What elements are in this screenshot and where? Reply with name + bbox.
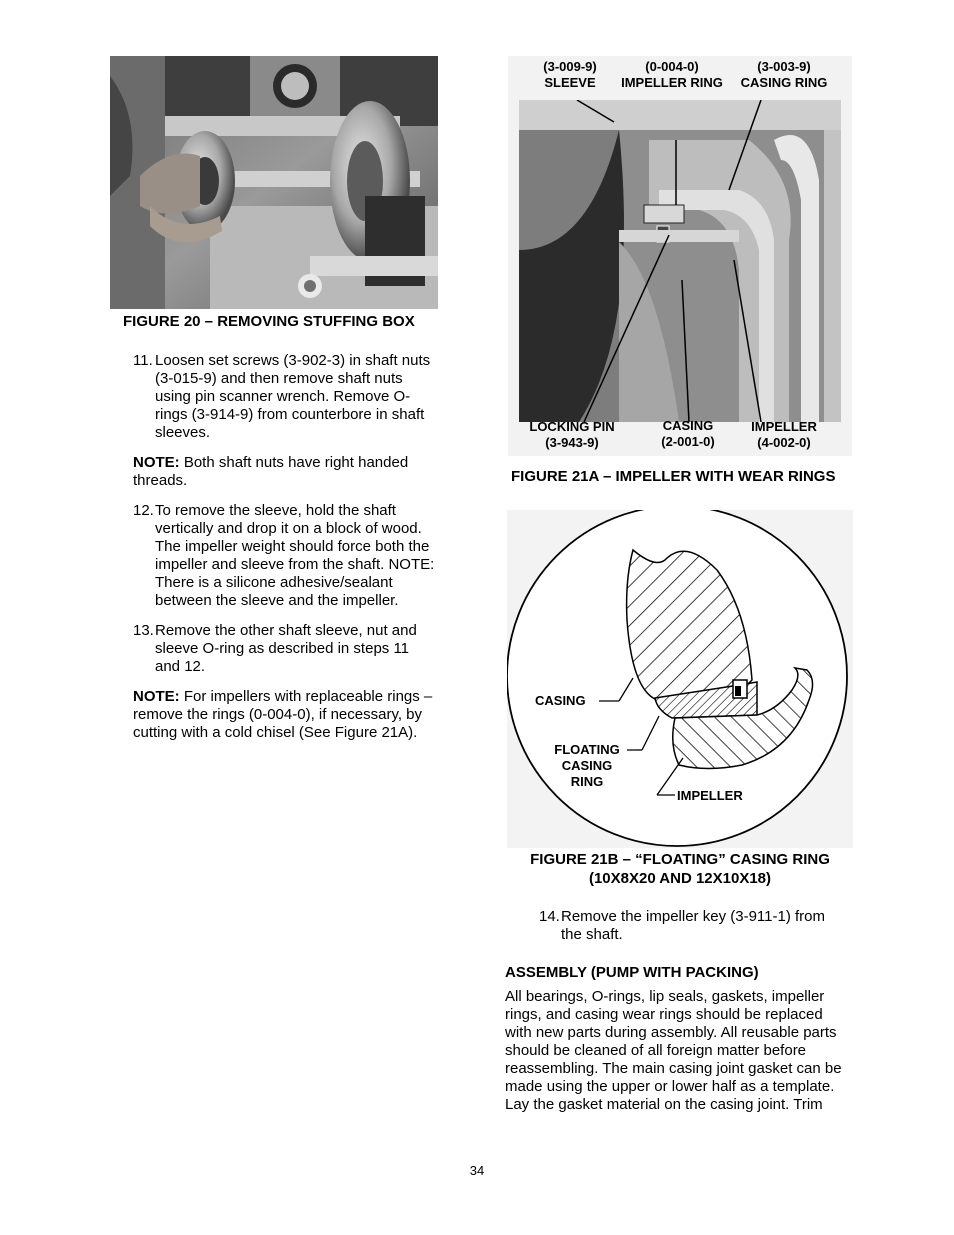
- step-number: 14.: [539, 908, 560, 925]
- step-number: 12.: [133, 502, 154, 519]
- page-number: 34: [469, 1163, 485, 1178]
- step-line: impeller and sleeve from the shaft. NOTE:: [155, 556, 435, 573]
- paragraph-line: made using the upper or lower half as a template.: [505, 1078, 835, 1095]
- step-line: sleeve O-ring as described in steps 11: [155, 640, 410, 657]
- step-line: and 12.: [155, 658, 206, 675]
- paragraph-line: Lay the gasket material on the casing joint. Trim: [505, 1096, 823, 1113]
- note-text: cutting with a cold chisel (See Figure 21A).: [133, 724, 418, 741]
- figure-21b: [507, 510, 853, 848]
- label-text: IMPELLER RING: [621, 75, 723, 90]
- label-code: (4-002-0): [757, 435, 811, 450]
- label-text: CASING: [561, 758, 613, 773]
- label-21b-impeller: IMPELLER: [677, 788, 743, 803]
- note-text: For impellers with replaceable rings –: [179, 688, 433, 705]
- label-text: SLEEVE: [544, 75, 596, 90]
- figure-20-caption: FIGURE 20 – REMOVING STUFFING BOX: [123, 313, 415, 330]
- step-number: 13.: [133, 622, 154, 639]
- step-line: using pin scanner wrench. Remove O-: [155, 388, 411, 405]
- step-body: [561, 908, 825, 944]
- figure-21a: [508, 56, 852, 456]
- figure-21a-drawing: [519, 100, 841, 422]
- note-label: NOTE:: [133, 688, 180, 705]
- step-line: To remove the sleeve, hold the shaft: [155, 502, 396, 519]
- label-locking-pin: [522, 419, 622, 451]
- figure-20-photo: [110, 56, 438, 309]
- label-code: (0-004-0): [645, 59, 699, 74]
- step-line: The impeller weight should force both the: [155, 538, 430, 555]
- assembly-heading: ASSEMBLY (PUMP WITH PACKING): [505, 964, 759, 981]
- step-line: Remove the impeller key (3-911-1) from: [561, 908, 825, 925]
- label-sleeve: [530, 59, 610, 91]
- figure-21a-caption: FIGURE 21A – IMPELLER WITH WEAR RINGS: [511, 468, 836, 485]
- note-label: NOTE:: [133, 454, 180, 471]
- note-text: threads.: [133, 472, 188, 489]
- label-casing-ring: [734, 59, 834, 91]
- step-line: There is a silicone adhesive/sealant: [155, 574, 393, 591]
- step-line: sleeves.: [155, 424, 211, 441]
- step-line: between the sleeve and the impeller.: [155, 592, 399, 609]
- paragraph-line: rings, and casing wear rings should be replaced: [505, 1006, 823, 1023]
- step-line: Remove the other shaft sleeve, nut and: [155, 622, 417, 639]
- label-text: CASING RING: [740, 75, 828, 90]
- note-replaceable-rings: [133, 688, 463, 742]
- label-text: IMPELLER: [751, 419, 817, 434]
- step-body: [155, 622, 417, 676]
- step-line: vertically and drop it on a block of wood.: [155, 520, 422, 537]
- paragraph-line: reassembling. The main casing joint gasket can be: [505, 1060, 842, 1077]
- label-text: RING: [570, 774, 604, 789]
- label-casing: [648, 418, 728, 450]
- label-21b-casing: CASING: [535, 693, 586, 708]
- caption-line: (10X8X20 AND 12X10X18): [588, 870, 772, 887]
- note-text: remove the rings (0-004-0), if necessary, by: [133, 706, 423, 723]
- assembly-paragraph: [505, 988, 865, 1114]
- step-line: (3-015-9) and then remove shaft nuts: [155, 370, 403, 387]
- paragraph-line: should be cleaned of all foreign matter before: [505, 1042, 807, 1059]
- label-code: (3-943-9): [545, 435, 599, 450]
- step-line: rings (3-914-9) from counterbore in shaft: [155, 406, 425, 423]
- label-code: (3-003-9): [757, 59, 811, 74]
- label-code: (2-001-0): [661, 434, 715, 449]
- step-line: the shaft.: [561, 926, 623, 943]
- note-text: Both shaft nuts have right handed: [179, 454, 409, 471]
- label-impeller-ring: [612, 59, 732, 91]
- step-line: Loosen set screws (3-902-3) in shaft nuts: [155, 352, 431, 369]
- figure-21b-caption: [505, 850, 855, 888]
- label-text: FLOATING: [554, 742, 620, 757]
- step-body: [155, 502, 434, 610]
- label-code: (3-009-9): [543, 59, 597, 74]
- paragraph-line: All bearings, O-rings, lip seals, gaskets, impeller: [505, 988, 825, 1005]
- label-text: LOCKING PIN: [529, 419, 615, 434]
- note-shaft-nuts: [133, 454, 453, 490]
- paragraph-line: with new parts during assembly. All reusable parts: [505, 1024, 837, 1041]
- label-impeller: [744, 419, 824, 451]
- label-text: CASING: [662, 418, 714, 433]
- label-21b-floating-casing-ring: [545, 742, 629, 790]
- step-body: [155, 352, 430, 442]
- caption-line: FIGURE 21B – “FLOATING” CASING RING: [530, 851, 830, 868]
- step-number: 11.: [133, 352, 153, 369]
